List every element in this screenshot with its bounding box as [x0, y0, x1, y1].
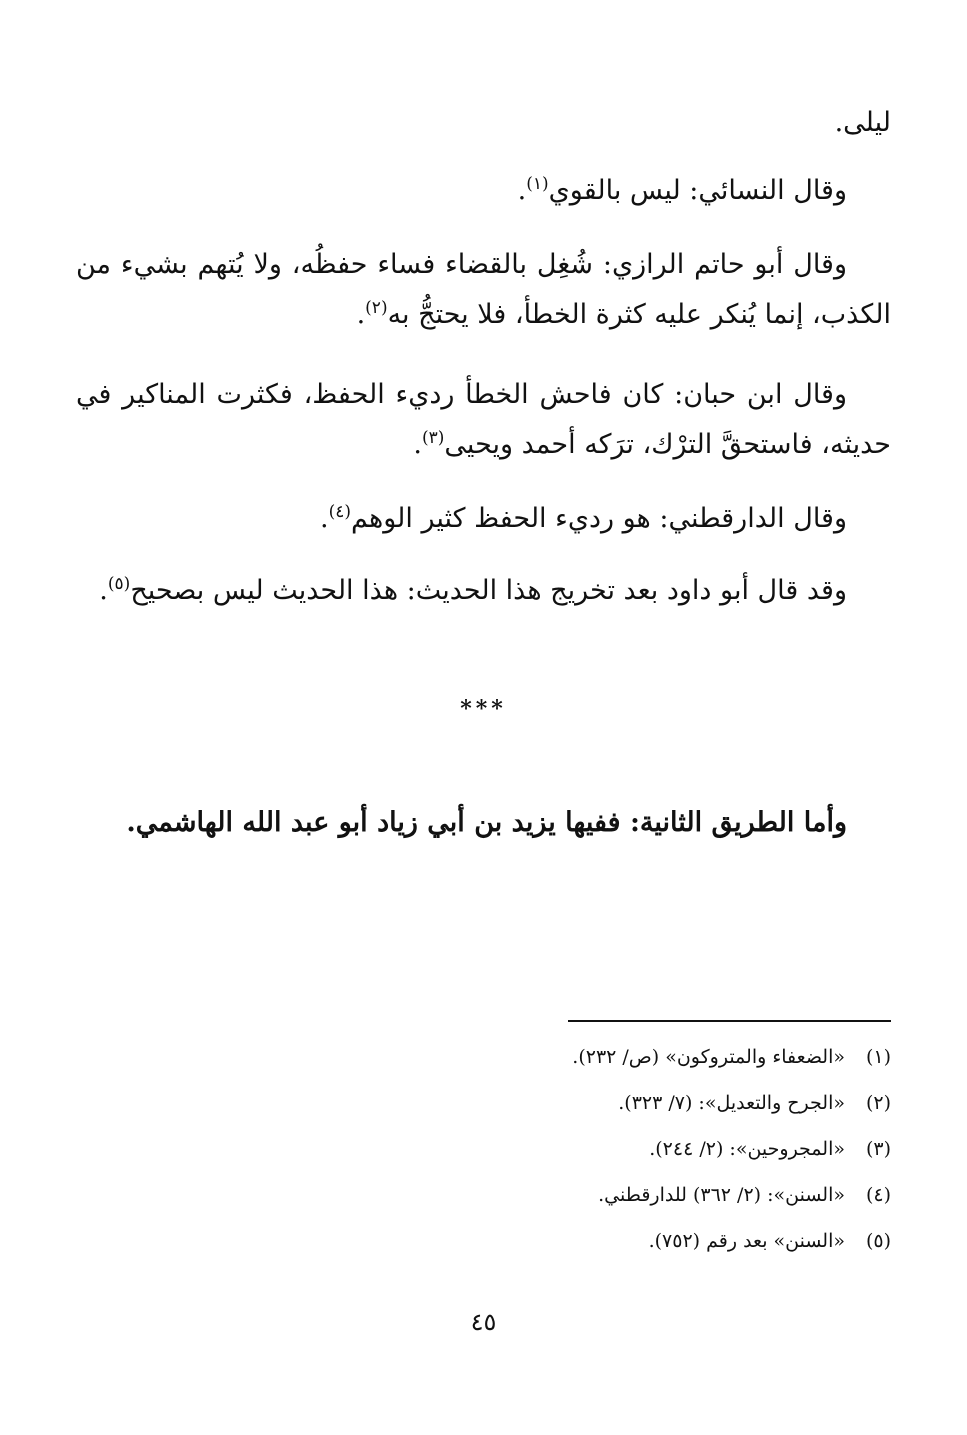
paragraph-ibn-hibban: [76, 370, 891, 470]
footnote-ref-4[interactable]: (٤): [328, 502, 352, 522]
footnote-text: «المجروحين»: (٢/ ٢٤٤).: [649, 1138, 845, 1160]
footnote-divider: [568, 1020, 891, 1022]
footnote-text: «الضعفاء والمتروكون» (ص/ ٢٣٢).: [572, 1046, 845, 1068]
paragraph-abu-hatim: [76, 240, 891, 340]
paragraph-end-punct: .: [320, 503, 329, 534]
paragraph-abu-dawud: [76, 566, 891, 616]
paragraph-end-punct: .: [413, 429, 422, 460]
footnote-text: «السنن» بعد رقم (٧٥٢).: [648, 1230, 845, 1252]
paragraph-nasai: [76, 166, 891, 216]
footnote-number: (٢): [865, 1092, 891, 1114]
footnote-4: [76, 1172, 891, 1218]
paragraph-text: وقال أبو حاتم الرازي: شُغِل بالقضاء فساء حفظُه، ولا يُتهم بشيء من الكذب، إنما يُنكر عليه كثرة الخطأ، فلا يحتجُّ به: [76, 249, 891, 330]
section-separator: ***: [460, 696, 507, 722]
footnote-number: (٥): [865, 1230, 891, 1252]
footnote-text: «الجرح والتعديل»: (٧/ ٣٢٣).: [618, 1092, 845, 1114]
paragraph-text: وقال ابن حبان: كان فاحش الخطأ رديء الحفظ، فكثرت المناكير في حديثه، فاستحقَّ الترْك، ترَكه أحمد ويحيى: [76, 379, 891, 460]
paragraph-text: ليلى.: [834, 107, 891, 138]
paragraph-end-punct: .: [99, 575, 108, 606]
paragraph-text: وقال الدارقطني: هو رديء الحفظ كثير الوهم: [351, 503, 847, 534]
footnotes-section: [76, 1034, 891, 1264]
footnote-number: (٣): [865, 1138, 891, 1160]
paragraph-daraqutni: [76, 494, 891, 544]
footnote-ref-1[interactable]: (١): [526, 174, 549, 194]
paragraph-second-route: وأما الطريق الثانية: ففيها يزيد بن أبي زياد أبو عبد الله الهاشمي.: [126, 807, 847, 838]
footnote-ref-5[interactable]: (٥): [107, 574, 131, 594]
footnote-ref-2[interactable]: (٢): [365, 298, 388, 318]
footnote-5: [76, 1218, 891, 1264]
footnote-number: (١): [865, 1046, 891, 1068]
paragraph-continuation: [76, 98, 891, 148]
footnote-ref-3[interactable]: (٣): [422, 428, 445, 448]
paragraph-end-punct: .: [517, 175, 527, 206]
footnote-number: (٤): [865, 1184, 891, 1206]
paragraph-text: وقد قال أبو داود بعد تخريج هذا الحديث: هذا الحديث ليس بصحيح: [130, 575, 847, 606]
paragraph-text: وقال النسائي: ليس بالقوي: [548, 175, 847, 206]
footnote-text: «السنن»: (٢/ ٣٦٢) للدارقطني.: [598, 1184, 845, 1206]
footnote-1: [76, 1034, 891, 1080]
footnote-2: [76, 1080, 891, 1126]
page-number: ٤٥: [470, 1308, 497, 1336]
footnote-3: [76, 1126, 891, 1172]
paragraph-end-punct: .: [356, 299, 366, 330]
